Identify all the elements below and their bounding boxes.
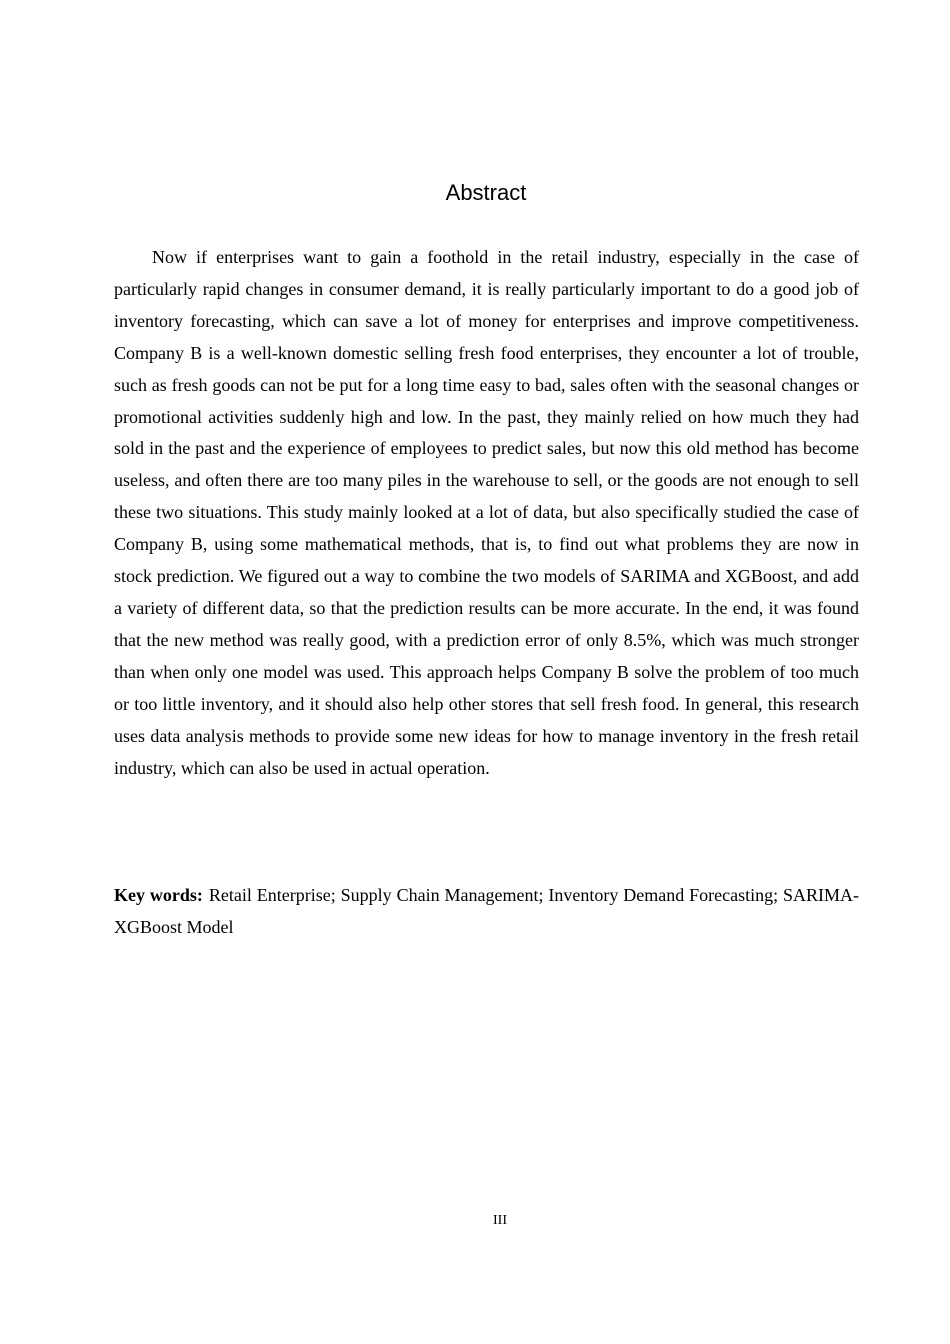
page-number: III xyxy=(493,1213,507,1228)
keywords-list: Retail Enterprise; Supply Chain Management; Inventory Demand Forecasting; SARIMA-XGBoost Model xyxy=(114,885,860,937)
keywords-label: Key words: xyxy=(114,885,203,905)
abstract-title: Abstract xyxy=(445,180,527,205)
keywords-paragraph xyxy=(114,880,859,944)
abstract-body: Now if enterprises want to gain a foothold in the retail industry, especially in the case of particularly rapid changes in consumer demand, it is really particularly important to do a good job of inventory forecasting, which can save a lot of money for enterprises and improve competitiveness. Company B is a well-known domestic selling fresh food enterprises, they encounter a lot of trouble, such as fresh goods can not be put for a long time easy to bad, sales often with the seasonal changes or promotional activities suddenly high and low. In the past, they mainly relied on how much they had sold in the past and the experience of employees to predict sales, but now this old method has become useless, and often there are too many piles in the warehouse to sell, or the goods are not enough to sell these two situations. This study mainly looked at a lot of data, but also specifically studied the case of Company B, using some mathematical methods, that is, to find out what problems they are now in stock prediction. We figured out a way to combine the two models of SARIMA and XGBoost, and add a variety of different data, so that the prediction results can be more accurate. In the end, it was found that the new method was really good, with a prediction error of only 8.5%, which was much stronger than when only one model was used. This approach helps Company B solve the problem of too much or too little inventory, and it should also help other stores that sell fresh food. In general, this research uses data analysis methods to provide some new ideas for how to manage inventory in the fresh retail industry, which can also be used in actual operation. xyxy=(114,247,859,778)
